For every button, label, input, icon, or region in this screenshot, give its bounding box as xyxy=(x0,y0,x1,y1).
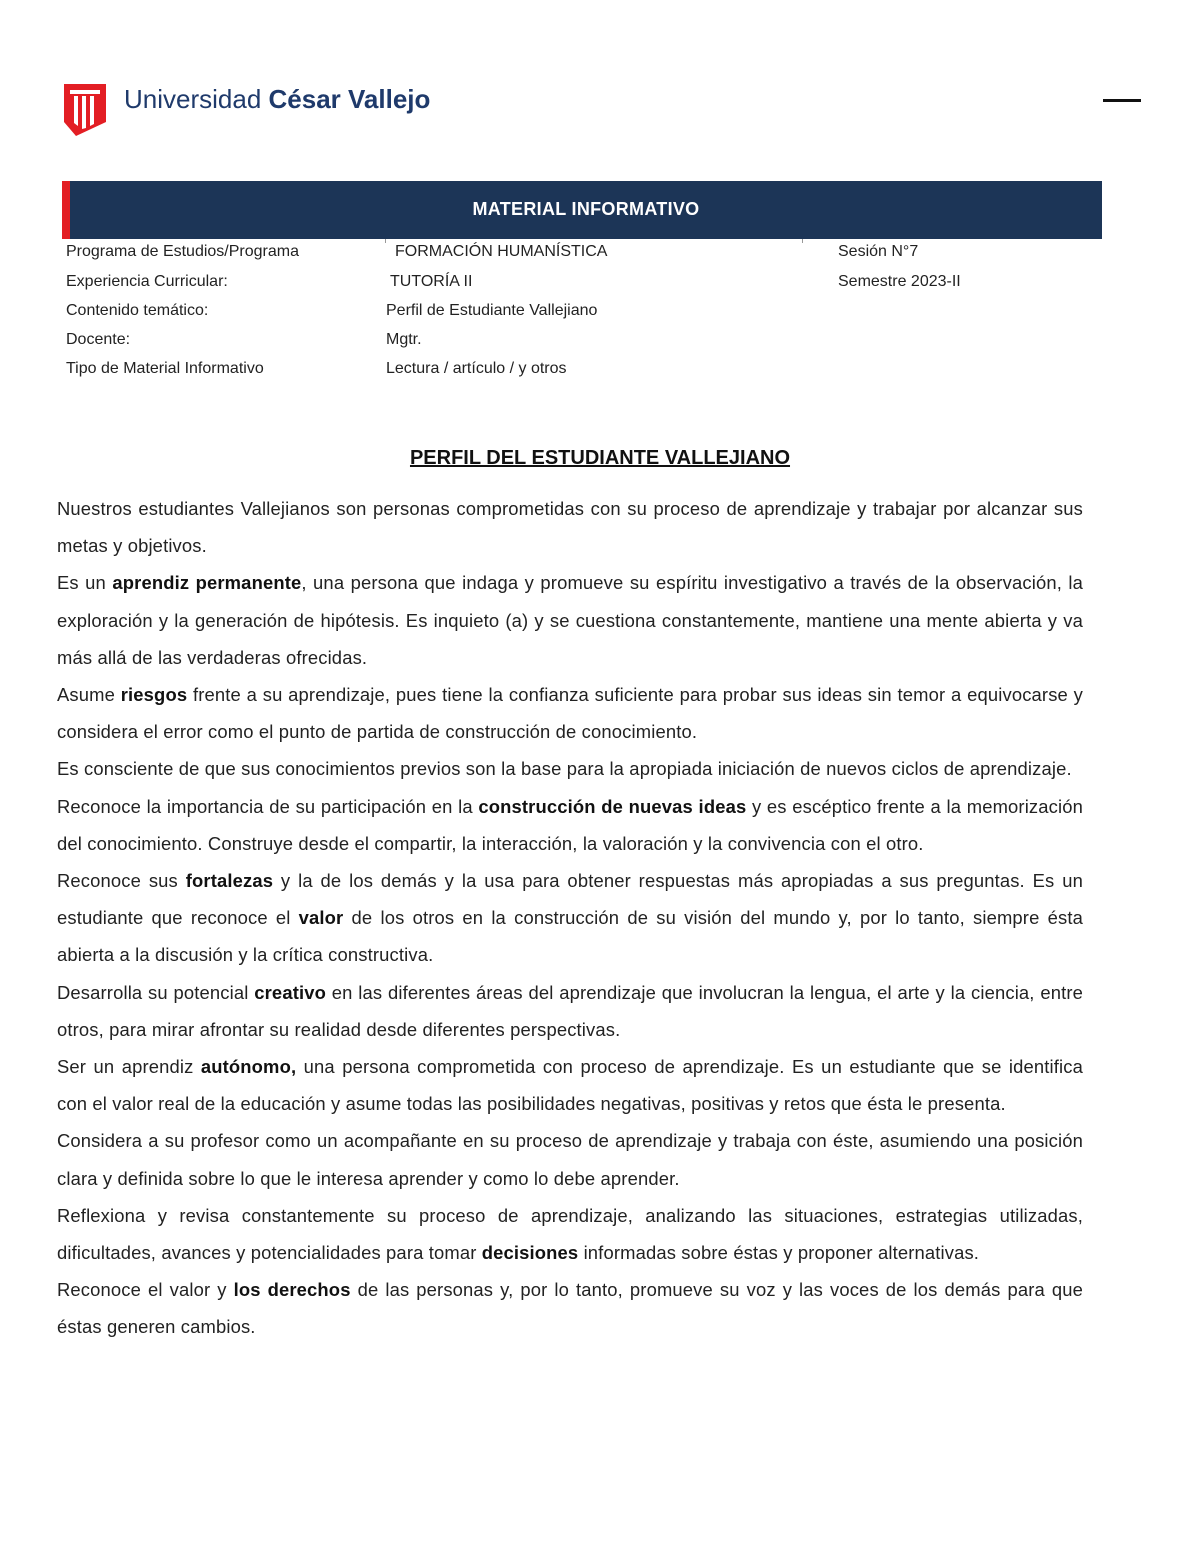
paragraph-bold: fortalezas xyxy=(185,870,274,892)
info-label: Contenido temático: xyxy=(66,302,209,319)
paragraph-text: Asume xyxy=(57,684,121,706)
info-label: Docente: xyxy=(66,331,131,348)
paragraph-text: Considera a su profesor como un acompañante en su proceso de aprendizaje y trabaja con éste, asumiendo una posición clara y definida sobre lo que le interesa aprender y como lo debe aprender. xyxy=(57,1130,1083,1189)
paragraph-text: , una persona que indaga y promueve su espíritu investigativo a través de la observación, la exploración y la generación de hipótesis. Es inquieto (a) y se cuestiona constantemente, mantiene una mente abierta y va más allá de las verdaderas ofrecidas. xyxy=(57,572,1084,668)
page-corner-dash xyxy=(1103,99,1141,102)
info-label: Tipo de Material Informativo xyxy=(66,360,264,377)
paragraph xyxy=(57,490,1083,564)
paragraph-text: y la de los demás y la usa para obtener respuestas más apropiadas a sus preguntas. Es un estudiante que reconoce el xyxy=(57,870,1083,929)
paragraph-text: Es un xyxy=(57,572,113,594)
paragraph-text: en las diferentes áreas del aprendizaje que involucran la lengua, el arte y la ciencia, entre otros, para mirar afrontar su realidad desde diferentes perspectivas. xyxy=(57,981,1083,1040)
paragraph-text: Reconoce la importancia de su participación en la xyxy=(57,795,479,817)
logo-wordmark xyxy=(124,84,430,115)
paragraph-bold: decisiones xyxy=(481,1242,579,1264)
paragraph-text: Ser un aprendiz xyxy=(57,1056,201,1078)
paragraph xyxy=(57,1048,1083,1122)
paragraph-bold: riesgos xyxy=(120,684,188,706)
paragraph-bold: valor xyxy=(298,907,344,929)
info-row-programa xyxy=(62,243,1102,272)
paragraph-text: Reconoce el valor y xyxy=(57,1279,234,1301)
info-row-docente xyxy=(62,331,1102,360)
paragraph xyxy=(57,564,1083,676)
paragraph xyxy=(57,974,1083,1048)
paragraph-text: Desarrolla su potencial xyxy=(57,981,255,1003)
paragraph xyxy=(57,676,1083,750)
info-row-tipo xyxy=(62,360,1102,389)
banner-title: MATERIAL INFORMATIVO xyxy=(472,199,700,219)
info-label: Programa de Estudios/Programa xyxy=(66,243,299,260)
paragraph xyxy=(57,862,1083,974)
shield-logo-icon xyxy=(64,84,106,136)
info-extra: Sesión N°7 xyxy=(838,243,919,260)
info-value: Mgtr. xyxy=(386,331,422,348)
document-body xyxy=(57,490,1083,1346)
paragraph xyxy=(57,1271,1083,1345)
paragraph xyxy=(57,1122,1083,1196)
info-row-contenido xyxy=(62,302,1102,331)
paragraph-bold: creativo xyxy=(254,981,326,1003)
material-banner xyxy=(62,181,1102,239)
info-extra: Semestre 2023-II xyxy=(838,273,961,290)
info-label: Experiencia Curricular: xyxy=(66,273,228,290)
paragraph-text: de los otros en la construcción de su visión del mundo y, por lo tanto, siempre ésta abierta a la discusión y la crítica constructiva. xyxy=(57,907,1083,966)
info-value: Perfil de Estudiante Vallejiano xyxy=(386,302,598,319)
info-row-experiencia xyxy=(62,273,1102,302)
document-title: PERFIL DEL ESTUDIANTE VALLEJIANO xyxy=(409,447,791,469)
paragraph-text: y es escéptico frente a la memorización del conocimiento. Construye desde el compartir, la interacción, la valoración y la convivencia con el otro. xyxy=(57,795,1083,854)
paragraph xyxy=(57,750,1083,787)
info-value: Lectura / artículo / y otros xyxy=(386,360,567,377)
paragraph-text: una persona comprometida con proceso de aprendizaje. Es un estudiante que se identifica con el valor real de la educación y asume todas las posibilidades negativas, positivas y retos que ésta le presenta. xyxy=(57,1056,1083,1115)
paragraph-text: Reconoce sus xyxy=(57,870,186,892)
paragraph-bold: autónomo, xyxy=(200,1056,297,1078)
paragraph-bold: construcción de nuevas ideas xyxy=(478,795,747,817)
paragraph xyxy=(57,1197,1083,1271)
info-value: TUTORÍA II xyxy=(390,273,473,290)
info-value: FORMACIÓN HUMANÍSTICA xyxy=(395,243,608,260)
paragraph xyxy=(57,788,1083,862)
paragraph-text: informadas sobre éstas y proponer alternativas. xyxy=(578,1242,980,1264)
logo-word-universidad: Universidad xyxy=(124,84,269,114)
paragraph-text: Es consciente de que sus conocimientos previos son la base para la apropiada iniciación de nuevos ciclos de aprendizaje. xyxy=(57,758,1072,780)
paragraph-bold: aprendiz permanente xyxy=(112,572,302,594)
paragraph-text: frente a su aprendizaje, pues tiene la confianza suficiente para probar sus ideas sin temor a equivocarse y considera el error como el punto de partida de construcción de conocimiento. xyxy=(57,684,1083,743)
paragraph-text: Reflexiona y revisa constantemente su proceso de aprendizaje, analizando las situaciones, estrategias utilizadas, dificultades, avances y potencialidades para tomar xyxy=(57,1204,1083,1264)
paragraph-bold: los derechos xyxy=(233,1279,351,1301)
logo-word-cesar-vallejo: César Vallejo xyxy=(268,84,431,114)
paragraph-text: Nuestros estudiantes Vallejianos son personas comprometidas con su proceso de aprendizaje y trabajar por alcanzar sus metas y objetivos. xyxy=(57,498,1083,557)
paragraph-text: de las personas y, por lo tanto, promueve su voz y las voces de los demás para que éstas generen cambios. xyxy=(57,1279,1083,1338)
